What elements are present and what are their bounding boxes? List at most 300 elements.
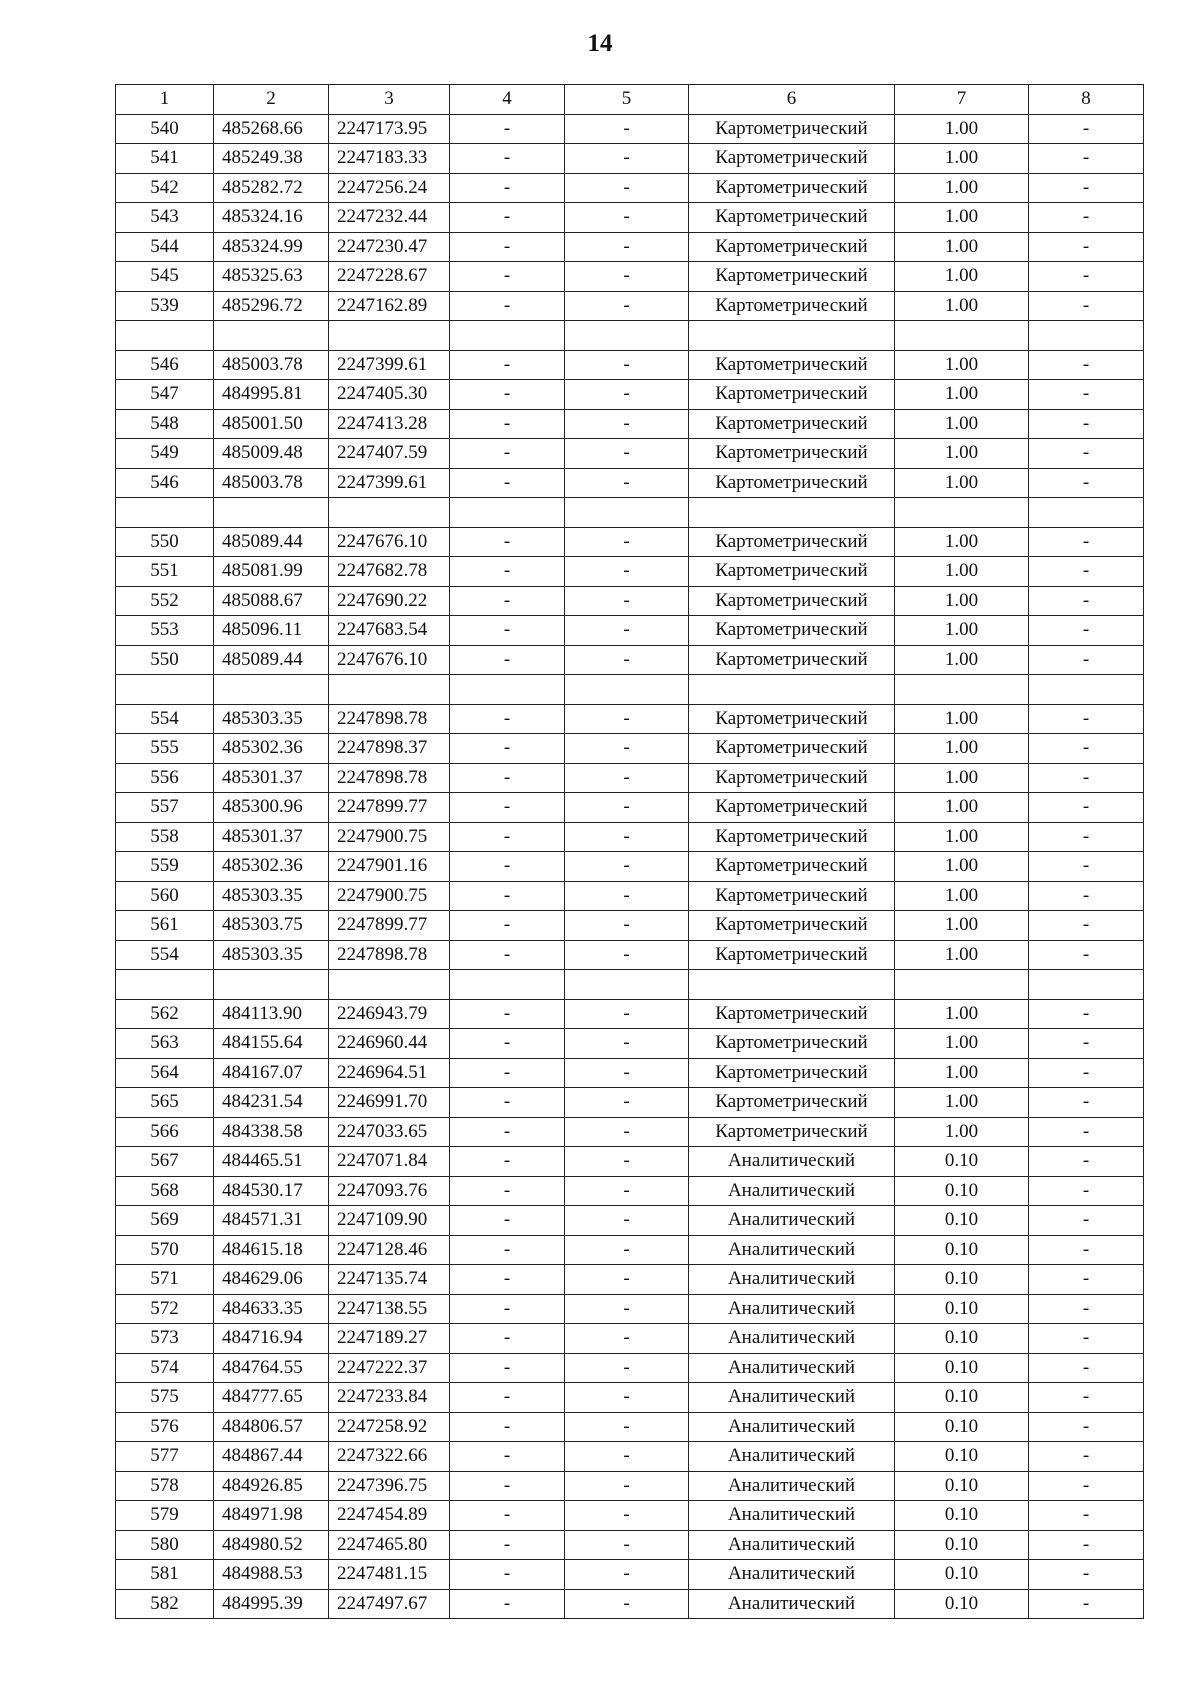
table-cell: 484867.44	[214, 1442, 329, 1472]
table-cell: -	[565, 1265, 689, 1295]
table-cell: 565	[116, 1088, 214, 1118]
table-cell: 575	[116, 1383, 214, 1413]
table-cell: 484338.58	[214, 1117, 329, 1147]
table-cell	[689, 498, 895, 528]
table-cell: 484988.53	[214, 1560, 329, 1590]
table-cell: 0.10	[895, 1471, 1029, 1501]
table-cell: 1.00	[895, 793, 1029, 823]
table-cell: -	[565, 1501, 689, 1531]
table-cell: -	[1029, 1560, 1144, 1590]
table-row	[116, 1058, 1144, 1088]
table-cell: 0.10	[895, 1265, 1029, 1295]
table-cell: 1.00	[895, 468, 1029, 498]
table-cell: -	[565, 616, 689, 646]
table-cell: 546	[116, 468, 214, 498]
table-cell: 2247481.15	[329, 1560, 450, 1590]
table-cell: 578	[116, 1471, 214, 1501]
table-cell: -	[1029, 1530, 1144, 1560]
table-cell: 561	[116, 911, 214, 941]
table-cell: -	[450, 704, 565, 734]
table-cell: Картометрический	[689, 822, 895, 852]
table-cell: 1.00	[895, 881, 1029, 911]
table-cell: Картометрический	[689, 1029, 895, 1059]
table-cell: 1.00	[895, 911, 1029, 941]
table-cell: 1.00	[895, 763, 1029, 793]
table-cell: 540	[116, 114, 214, 144]
table-cell	[895, 498, 1029, 528]
table-cell: Картометрический	[689, 881, 895, 911]
table-cell: 1.00	[895, 1117, 1029, 1147]
table-cell	[329, 970, 450, 1000]
table-cell: -	[450, 114, 565, 144]
column-header: 3	[329, 85, 450, 115]
table-cell: 570	[116, 1235, 214, 1265]
table-row	[116, 645, 1144, 675]
table-cell: -	[450, 763, 565, 793]
table-cell: 485302.36	[214, 734, 329, 764]
table-row	[116, 1147, 1144, 1177]
table-row	[116, 911, 1144, 941]
table-cell: -	[1029, 1353, 1144, 1383]
table-cell: -	[565, 527, 689, 557]
table-cell: 1.00	[895, 999, 1029, 1029]
table-cell: Картометрический	[689, 616, 895, 646]
table-cell: 1.00	[895, 380, 1029, 410]
table-cell: -	[565, 144, 689, 174]
table-cell: 548	[116, 409, 214, 439]
table-cell: 2246943.79	[329, 999, 450, 1029]
table-cell: -	[450, 1442, 565, 1472]
table-cell: 1.00	[895, 557, 1029, 587]
table-cell: 1.00	[895, 144, 1029, 174]
table-cell: 1.00	[895, 291, 1029, 321]
table-cell: -	[565, 1412, 689, 1442]
table-cell: 543	[116, 203, 214, 233]
table-cell: 0.10	[895, 1235, 1029, 1265]
table-cell: 2247228.67	[329, 262, 450, 292]
table-cell: -	[450, 291, 565, 321]
table-cell: -	[1029, 763, 1144, 793]
table-cell: Картометрический	[689, 999, 895, 1029]
table-cell: -	[565, 350, 689, 380]
table-cell: 484113.90	[214, 999, 329, 1029]
table-cell: -	[565, 291, 689, 321]
table-cell: 2246991.70	[329, 1088, 450, 1118]
table-cell: -	[450, 350, 565, 380]
table-cell: 1.00	[895, 409, 1029, 439]
table-row	[116, 704, 1144, 734]
table-cell	[450, 321, 565, 351]
table-row	[116, 262, 1144, 292]
table-cell: -	[1029, 439, 1144, 469]
table-cell: 2247399.61	[329, 468, 450, 498]
table-cell: -	[450, 940, 565, 970]
table-cell: 562	[116, 999, 214, 1029]
table-cell	[214, 970, 329, 1000]
table-cell: -	[450, 1147, 565, 1177]
table-cell: Картометрический	[689, 114, 895, 144]
table-cell: -	[565, 203, 689, 233]
table-row	[116, 1530, 1144, 1560]
table-cell	[450, 498, 565, 528]
table-cell: -	[565, 645, 689, 675]
table-cell: -	[1029, 1294, 1144, 1324]
table-cell: Картометрический	[689, 439, 895, 469]
table-cell: -	[450, 1560, 565, 1590]
table-cell: 2246964.51	[329, 1058, 450, 1088]
table-cell: -	[450, 527, 565, 557]
table-cell: 547	[116, 380, 214, 410]
table-cell	[565, 321, 689, 351]
table-cell: Картометрический	[689, 409, 895, 439]
table-cell: 484633.35	[214, 1294, 329, 1324]
table-cell: 2247683.54	[329, 616, 450, 646]
table-cell: -	[450, 1088, 565, 1118]
table-cell: -	[565, 911, 689, 941]
table-cell: 2247899.77	[329, 911, 450, 941]
table-cell: 579	[116, 1501, 214, 1531]
table-cell: 1.00	[895, 734, 1029, 764]
table-cell: -	[565, 1117, 689, 1147]
table-cell: 573	[116, 1324, 214, 1354]
table-cell: 485089.44	[214, 645, 329, 675]
table-cell: 485249.38	[214, 144, 329, 174]
table-row	[116, 144, 1144, 174]
table-cell: -	[565, 793, 689, 823]
table-row	[116, 763, 1144, 793]
table-cell: -	[1029, 586, 1144, 616]
table-cell: -	[450, 645, 565, 675]
table-cell: Картометрический	[689, 645, 895, 675]
table-cell: 2247138.55	[329, 1294, 450, 1324]
table-cell: -	[1029, 173, 1144, 203]
table-cell: Аналитический	[689, 1442, 895, 1472]
table-cell: 1.00	[895, 203, 1029, 233]
table-cell: 484571.31	[214, 1206, 329, 1236]
table-row	[116, 1088, 1144, 1118]
table-cell: 0.10	[895, 1412, 1029, 1442]
table-cell: 485303.35	[214, 881, 329, 911]
table-cell: Аналитический	[689, 1353, 895, 1383]
table-cell	[895, 675, 1029, 705]
table-cell: 557	[116, 793, 214, 823]
table-cell: -	[1029, 350, 1144, 380]
table-row	[116, 1206, 1144, 1236]
table-cell: 1.00	[895, 940, 1029, 970]
table-cell: 485325.63	[214, 262, 329, 292]
table-cell: -	[565, 1029, 689, 1059]
table-cell: -	[565, 1235, 689, 1265]
table-cell: -	[1029, 881, 1144, 911]
table-cell	[1029, 970, 1144, 1000]
table-cell: 2247232.44	[329, 203, 450, 233]
table-row	[116, 291, 1144, 321]
table-cell: 2247898.78	[329, 940, 450, 970]
table-cell: 485081.99	[214, 557, 329, 587]
table-row	[116, 881, 1144, 911]
table-cell: -	[1029, 232, 1144, 262]
table-cell: 1.00	[895, 114, 1029, 144]
table-cell: 554	[116, 940, 214, 970]
table-row	[116, 616, 1144, 646]
table-cell: 485303.35	[214, 704, 329, 734]
table-cell: 1.00	[895, 586, 1029, 616]
table-cell: 2247109.90	[329, 1206, 450, 1236]
table-cell: 0.10	[895, 1530, 1029, 1560]
table-cell: Картометрический	[689, 734, 895, 764]
table-cell: 582	[116, 1589, 214, 1619]
table-cell: -	[1029, 1501, 1144, 1531]
table-cell: Аналитический	[689, 1147, 895, 1177]
table-cell: -	[565, 1294, 689, 1324]
table-cell: 484629.06	[214, 1265, 329, 1295]
table-cell: 552	[116, 586, 214, 616]
table-cell: -	[1029, 1442, 1144, 1472]
table-cell: 2247682.78	[329, 557, 450, 587]
table-cell: 2247189.27	[329, 1324, 450, 1354]
table-cell: 1.00	[895, 645, 1029, 675]
table-row	[116, 439, 1144, 469]
table-cell: -	[1029, 1206, 1144, 1236]
table-cell: 542	[116, 173, 214, 203]
table-cell: Аналитический	[689, 1560, 895, 1590]
table-cell: -	[450, 822, 565, 852]
table-cell: 577	[116, 1442, 214, 1472]
table-cell: -	[450, 852, 565, 882]
table-cell: 485089.44	[214, 527, 329, 557]
table-cell: 556	[116, 763, 214, 793]
table-cell: -	[565, 1353, 689, 1383]
table-cell: 2247071.84	[329, 1147, 450, 1177]
table-cell: 554	[116, 704, 214, 734]
table-cell: -	[565, 1471, 689, 1501]
table-row	[116, 1501, 1144, 1531]
table-cell: -	[565, 734, 689, 764]
table-cell: -	[1029, 262, 1144, 292]
table-cell: -	[565, 114, 689, 144]
table-cell: 2247033.65	[329, 1117, 450, 1147]
table-cell: 0.10	[895, 1560, 1029, 1590]
table-cell: Картометрический	[689, 852, 895, 882]
table-row	[116, 321, 1144, 351]
table-cell: 485268.66	[214, 114, 329, 144]
table-cell: -	[565, 173, 689, 203]
table-cell: -	[565, 940, 689, 970]
table-cell: -	[450, 468, 565, 498]
table-cell: Картометрический	[689, 527, 895, 557]
table-row	[116, 1589, 1144, 1619]
table-cell: 564	[116, 1058, 214, 1088]
table-cell: 485003.78	[214, 350, 329, 380]
table-cell	[450, 970, 565, 1000]
table-cell: -	[450, 1265, 565, 1295]
table-cell: 2247454.89	[329, 1501, 450, 1531]
table-row	[116, 1471, 1144, 1501]
table-cell: -	[450, 1058, 565, 1088]
table-cell: -	[1029, 1235, 1144, 1265]
table-cell: -	[1029, 822, 1144, 852]
table-cell	[329, 675, 450, 705]
table-cell	[329, 321, 450, 351]
table-cell: 484777.65	[214, 1383, 329, 1413]
table-cell: 0.10	[895, 1501, 1029, 1531]
table-cell: -	[1029, 1147, 1144, 1177]
table-cell: 484971.98	[214, 1501, 329, 1531]
table-cell: -	[1029, 999, 1144, 1029]
table-cell: 2247162.89	[329, 291, 450, 321]
table-cell: -	[565, 1058, 689, 1088]
table-cell: -	[450, 409, 565, 439]
table-cell: Картометрический	[689, 380, 895, 410]
table-cell: 1.00	[895, 1088, 1029, 1118]
table-cell: -	[450, 1530, 565, 1560]
table-cell: -	[565, 232, 689, 262]
table-cell: 485096.11	[214, 616, 329, 646]
table-cell: -	[450, 999, 565, 1029]
table-cell: 2247322.66	[329, 1442, 450, 1472]
table-cell: 2247899.77	[329, 793, 450, 823]
table-cell: -	[450, 616, 565, 646]
table-cell: Картометрический	[689, 793, 895, 823]
table-cell: Картометрический	[689, 468, 895, 498]
table-row	[116, 1442, 1144, 1472]
table-cell: 550	[116, 645, 214, 675]
table-cell: -	[565, 557, 689, 587]
table-cell: 2247135.74	[329, 1265, 450, 1295]
table-cell: 549	[116, 439, 214, 469]
table-cell: -	[565, 704, 689, 734]
table-cell: -	[450, 1383, 565, 1413]
table-cell: 2247258.92	[329, 1412, 450, 1442]
column-header: 6	[689, 85, 895, 115]
table-cell: 485301.37	[214, 763, 329, 793]
table-cell: -	[1029, 468, 1144, 498]
table-row	[116, 527, 1144, 557]
table-cell	[565, 970, 689, 1000]
table-cell: -	[1029, 852, 1144, 882]
table-cell: -	[565, 586, 689, 616]
table-cell: 2247396.75	[329, 1471, 450, 1501]
table-row	[116, 940, 1144, 970]
table-cell: 484167.07	[214, 1058, 329, 1088]
table-cell: -	[450, 586, 565, 616]
table-row	[116, 970, 1144, 1000]
table-cell: Картометрический	[689, 586, 895, 616]
table-cell: -	[565, 1383, 689, 1413]
table-cell: 1.00	[895, 527, 1029, 557]
table-cell: Картометрический	[689, 144, 895, 174]
table-row	[116, 380, 1144, 410]
table-cell: -	[1029, 734, 1144, 764]
table-cell: Картометрический	[689, 911, 895, 941]
table-cell: 484530.17	[214, 1176, 329, 1206]
table-cell: 1.00	[895, 616, 1029, 646]
table-cell: -	[450, 232, 565, 262]
table-cell: -	[450, 911, 565, 941]
table-cell: -	[565, 1088, 689, 1118]
table-cell: -	[450, 144, 565, 174]
table-cell: -	[450, 1235, 565, 1265]
table-cell: 560	[116, 881, 214, 911]
table-cell: 484926.85	[214, 1471, 329, 1501]
table-cell: -	[450, 1353, 565, 1383]
table-row	[116, 999, 1144, 1029]
table-cell: 558	[116, 822, 214, 852]
table-cell	[450, 675, 565, 705]
table-cell: 1.00	[895, 822, 1029, 852]
table-cell: 2247256.24	[329, 173, 450, 203]
table-cell: 0.10	[895, 1442, 1029, 1472]
table-cell: 567	[116, 1147, 214, 1177]
table-cell: 551	[116, 557, 214, 587]
table-cell: 2247676.10	[329, 645, 450, 675]
table-row	[116, 557, 1144, 587]
table-cell: 484615.18	[214, 1235, 329, 1265]
table-cell: Аналитический	[689, 1589, 895, 1619]
table-cell: 2247676.10	[329, 527, 450, 557]
table-row	[116, 1117, 1144, 1147]
table-cell: -	[565, 852, 689, 882]
table-cell: -	[1029, 704, 1144, 734]
table-row	[116, 675, 1144, 705]
table-cell: 2247222.37	[329, 1353, 450, 1383]
table-cell: 1.00	[895, 439, 1029, 469]
table-cell: 1.00	[895, 704, 1029, 734]
table-cell: -	[1029, 1324, 1144, 1354]
table-cell: 1.00	[895, 1058, 1029, 1088]
table-cell: 0.10	[895, 1353, 1029, 1383]
table-cell: 2247898.78	[329, 763, 450, 793]
table-cell: 484980.52	[214, 1530, 329, 1560]
table-cell: -	[1029, 1029, 1144, 1059]
table-cell: -	[450, 1294, 565, 1324]
column-header: 1	[116, 85, 214, 115]
table-cell: -	[450, 439, 565, 469]
table-cell: -	[1029, 557, 1144, 587]
table-row	[116, 1235, 1144, 1265]
table-cell: -	[450, 1324, 565, 1354]
table-row	[116, 1324, 1144, 1354]
table-cell: -	[450, 1117, 565, 1147]
table-cell: 2247183.33	[329, 144, 450, 174]
table-row	[116, 1265, 1144, 1295]
table-cell: 0.10	[895, 1324, 1029, 1354]
table-cell	[895, 970, 1029, 1000]
table-cell: -	[1029, 114, 1144, 144]
table-cell: Аналитический	[689, 1265, 895, 1295]
table-cell: 0.10	[895, 1383, 1029, 1413]
table-cell: -	[450, 793, 565, 823]
table-cell: -	[1029, 1265, 1144, 1295]
table-cell: -	[1029, 793, 1144, 823]
table-cell: 485324.99	[214, 232, 329, 262]
table-cell	[689, 675, 895, 705]
table-cell: 2247413.28	[329, 409, 450, 439]
table-cell	[116, 321, 214, 351]
page-number: 14	[587, 30, 613, 57]
column-header: 2	[214, 85, 329, 115]
table-row	[116, 1176, 1144, 1206]
table-cell: 2247233.84	[329, 1383, 450, 1413]
table-cell	[895, 321, 1029, 351]
table-cell: -	[450, 173, 565, 203]
table-cell: 485303.35	[214, 940, 329, 970]
table-cell: 484806.57	[214, 1412, 329, 1442]
table-cell: -	[565, 822, 689, 852]
column-header: 5	[565, 85, 689, 115]
table-cell: 484155.64	[214, 1029, 329, 1059]
column-header: 4	[450, 85, 565, 115]
